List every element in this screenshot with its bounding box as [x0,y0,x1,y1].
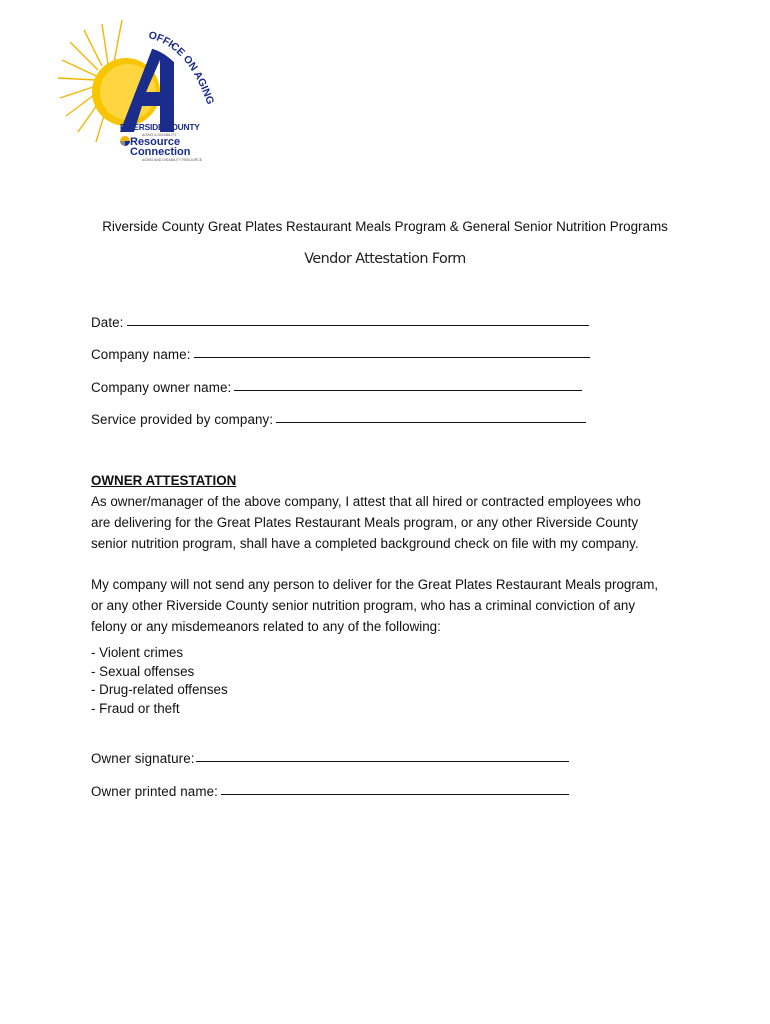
logo-footer-text: AGING AND DISABILITY RESOURCE [142,158,203,162]
offense-list-item: - Sexual offenses [91,663,195,679]
owner-printed-name-label: Owner printed name: [91,784,218,799]
owner-printed-name-field[interactable] [91,784,569,799]
paragraph-2-line: felony or any misdemeanors related to any of the following: [91,619,441,634]
company-owner-name-field[interactable] [91,380,582,395]
owner-signature-field[interactable] [91,751,569,766]
date-label: Date: [91,315,124,330]
resource-connection-badge-icon [120,136,130,146]
logo-resource-word: Resource [130,136,181,148]
paragraph-1-line: senior nutrition program, shall have a completed background check on file with my company. [91,536,639,551]
paragraph-1-line: are delivering for the Great Plates Restaurant Meals program, or any other Riverside County [91,515,639,530]
attestation-paragraph-2 [91,574,681,637]
service-provided-label: Service provided by company: [91,412,274,427]
owner-printed-name-blank-line[interactable] [221,793,569,795]
offense-list [91,644,228,718]
company-name-label: Company name: [91,347,191,362]
service-provided-blank-line[interactable] [276,421,586,423]
date-blank-line[interactable] [127,324,589,326]
logo-lettering [120,122,216,162]
logo-county-name: RIVERSIDE COUNTY [120,122,200,132]
paragraph-2-line: or any other Riverside County senior nutrition program, who has a criminal conviction of any [91,598,636,613]
date-field[interactable] [91,315,589,330]
owner-attestation-heading: OWNER ATTESTATION [91,473,237,488]
offense-list-item: - Drug-related offenses [91,682,228,698]
owner-signature-blank-line[interactable] [196,760,569,762]
owner-signature-label: Owner signature: [91,751,195,766]
offense-list-item: - Violent crimes [91,645,184,660]
company-name-blank-line[interactable] [194,356,590,358]
logo-tagline: AGING & DISABILITY [142,133,177,137]
paragraph-1-line: As owner/manager of the above company, I attest that all hired or contracted employees who [91,494,641,509]
office-on-aging-logo [56,20,216,162]
offense-list-item: - Fraud or theft [91,700,180,716]
logo-ring-text: OFFICE ON AGING [147,29,216,107]
form-title: Vendor Attestation Form [304,251,466,267]
company-name-field[interactable] [91,347,590,362]
paragraph-2-line: My company will not send any person to deliver for the Great Plates Restaurant Meals program, [91,577,659,592]
logo-connection-word: Connection [130,146,191,158]
program-title: Riverside County Great Plates Restaurant Meals Program & General Senior Nutrition Programs [102,219,668,234]
company-owner-name-blank-line[interactable] [234,389,582,391]
attestation-paragraph-1 [91,491,681,554]
company-owner-name-label: Company owner name: [91,380,232,395]
service-provided-field[interactable] [91,412,586,427]
